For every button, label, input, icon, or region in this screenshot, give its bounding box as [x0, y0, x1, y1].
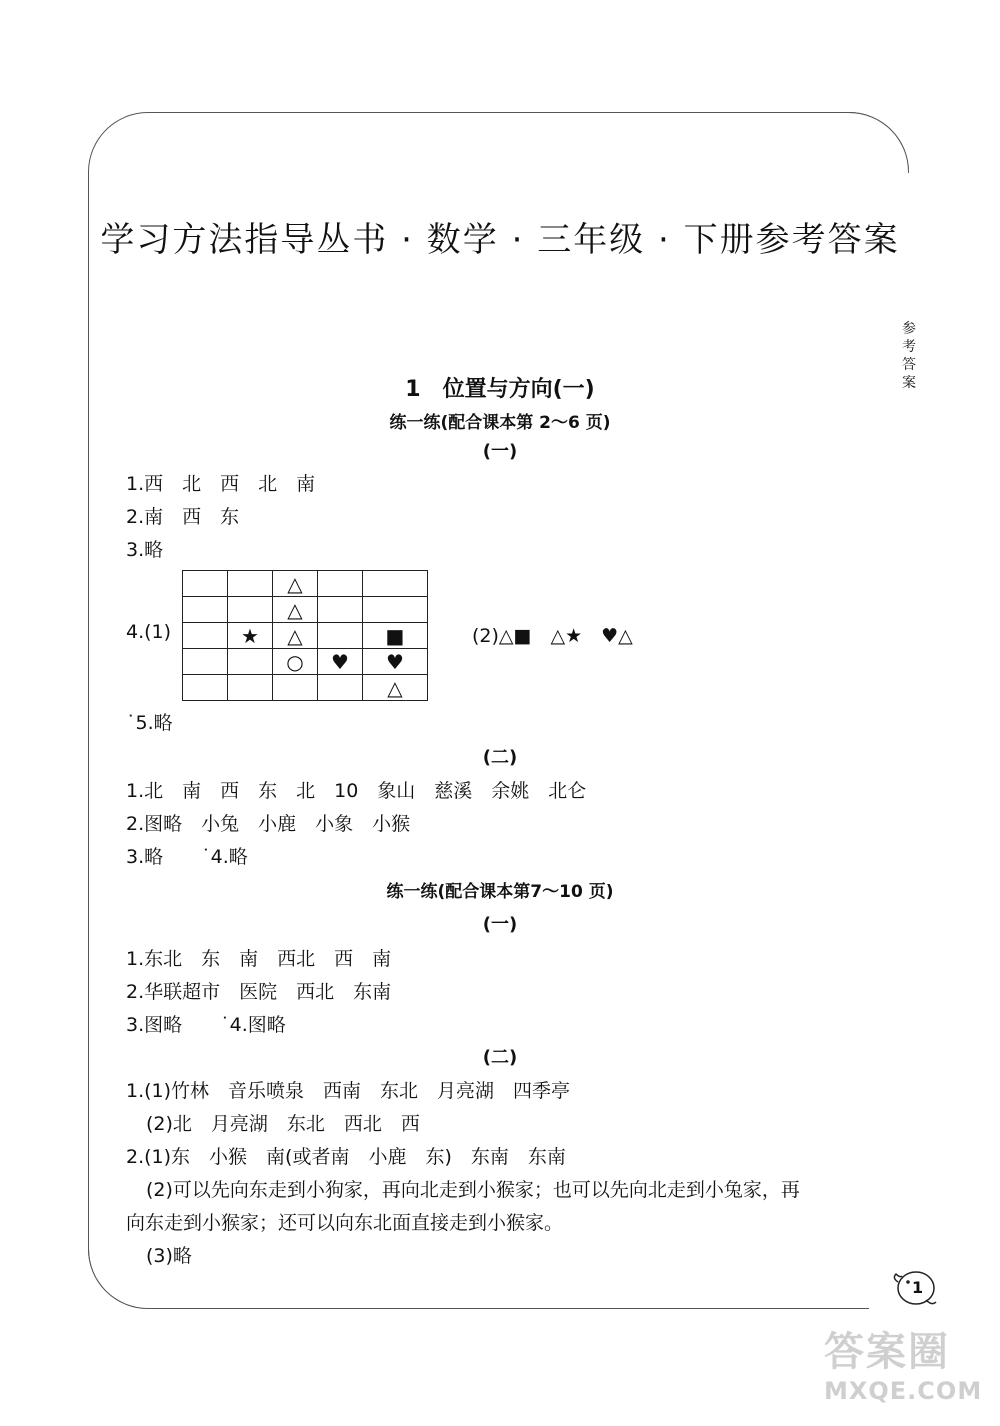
grid-cell: [318, 675, 363, 701]
grid-row: [183, 649, 428, 675]
grid-cell: [273, 675, 318, 701]
answer-line: 1.(1)竹林 音乐喷泉 西南 东北 月亮湖 四季亭: [126, 1080, 571, 1102]
grid-row: [183, 623, 428, 649]
position-grid: [182, 570, 428, 701]
answer-line: 1.西 北 西 北 南: [126, 473, 316, 495]
watermark-line1: 答案圈: [824, 1329, 950, 1375]
answer-line: (2)可以先向东走到小狗家，再向北走到小猴家；也可以先向北走到小兔家，再: [146, 1179, 800, 1201]
grid-cell: [228, 675, 273, 701]
page-number: 1: [912, 1278, 924, 1297]
answer-line: 3.图略 ˙4.图略: [126, 1014, 286, 1036]
grid-cell: ■: [363, 623, 428, 649]
grid-cell: [183, 649, 228, 675]
practice2-heading: 练一练(配合课本第7～10 页): [386, 882, 614, 902]
page-frame-bottom: [88, 1240, 869, 1309]
answer-line: 3.略: [126, 539, 164, 561]
answer-line: 2.(1)东 小猴 南(或者南 小鹿 东) 东南 东南: [126, 1146, 566, 1168]
grid-cell: [183, 675, 228, 701]
grid-cell: ★: [228, 623, 273, 649]
grid-cell: [228, 597, 273, 623]
grid-row: [183, 571, 428, 597]
answer-line: ˙5.略: [126, 712, 173, 734]
grid-row: [183, 675, 428, 701]
answer-line: 向东走到小猴家；还可以向东北面直接走到小猴家。: [126, 1212, 564, 1234]
grid-cell: [183, 571, 228, 597]
grid-cell: ♥: [318, 649, 363, 675]
grid-cell: [318, 597, 363, 623]
answer-line: 2.华联超市 医院 西北 东南: [126, 981, 392, 1003]
page-number-badge: [890, 1268, 938, 1308]
grid-cell: [228, 649, 273, 675]
answer-line: (3)略: [146, 1245, 192, 1267]
grid-cell: [318, 571, 363, 597]
grid-cell: △: [273, 597, 318, 623]
grid-cell: [228, 571, 273, 597]
side-tab-label: 参考答案: [902, 321, 916, 391]
grid-cell: △: [273, 571, 318, 597]
practice1-heading: 练一练(配合课本第 2～6 页): [389, 413, 611, 433]
grid-cell: [318, 623, 363, 649]
grid-cell: ♥: [363, 649, 428, 675]
grid-cell: [363, 571, 428, 597]
grid-cell: △: [273, 623, 318, 649]
grid-cell: △: [363, 675, 428, 701]
grid-cell: ○: [273, 649, 318, 675]
watermark-line2: MXQE.COM: [824, 1377, 983, 1405]
answer-line: 2.南 西 东: [126, 506, 240, 528]
practice2-part2-label: (二): [482, 1047, 518, 1068]
section-title: 1 位置与方向(一): [405, 377, 595, 402]
practice1-part1-label: (一): [482, 441, 518, 462]
answer-line: 4.(1): [126, 621, 172, 643]
watermark: [824, 1320, 994, 1420]
practice2-part1-label: (一): [482, 914, 518, 935]
grid-cell: [363, 597, 428, 623]
answer-line: 1.北 南 西 东 北 10 象山 慈溪 余姚 北仑: [126, 780, 587, 802]
answer-line: (2)△■ △★ ♥△: [472, 625, 633, 647]
grid-cell: [183, 597, 228, 623]
practice1-part2-label: (二): [482, 747, 518, 768]
page-title: 学习方法指导丛书 · 数学 · 三年级 · 下册参考答案: [100, 220, 900, 260]
answer-line: (2)北 月亮湖 东北 西北 西: [146, 1113, 420, 1135]
page-frame-corner: [848, 112, 909, 173]
answer-line: 3.略 ˙4.略: [126, 846, 248, 868]
grid-cell: [183, 623, 228, 649]
answer-line: 2.图略 小兔 小鹿 小象 小猴: [126, 813, 411, 835]
grid-row: [183, 597, 428, 623]
answer-line: 1.东北 东 南 西北 西 南: [126, 948, 392, 970]
